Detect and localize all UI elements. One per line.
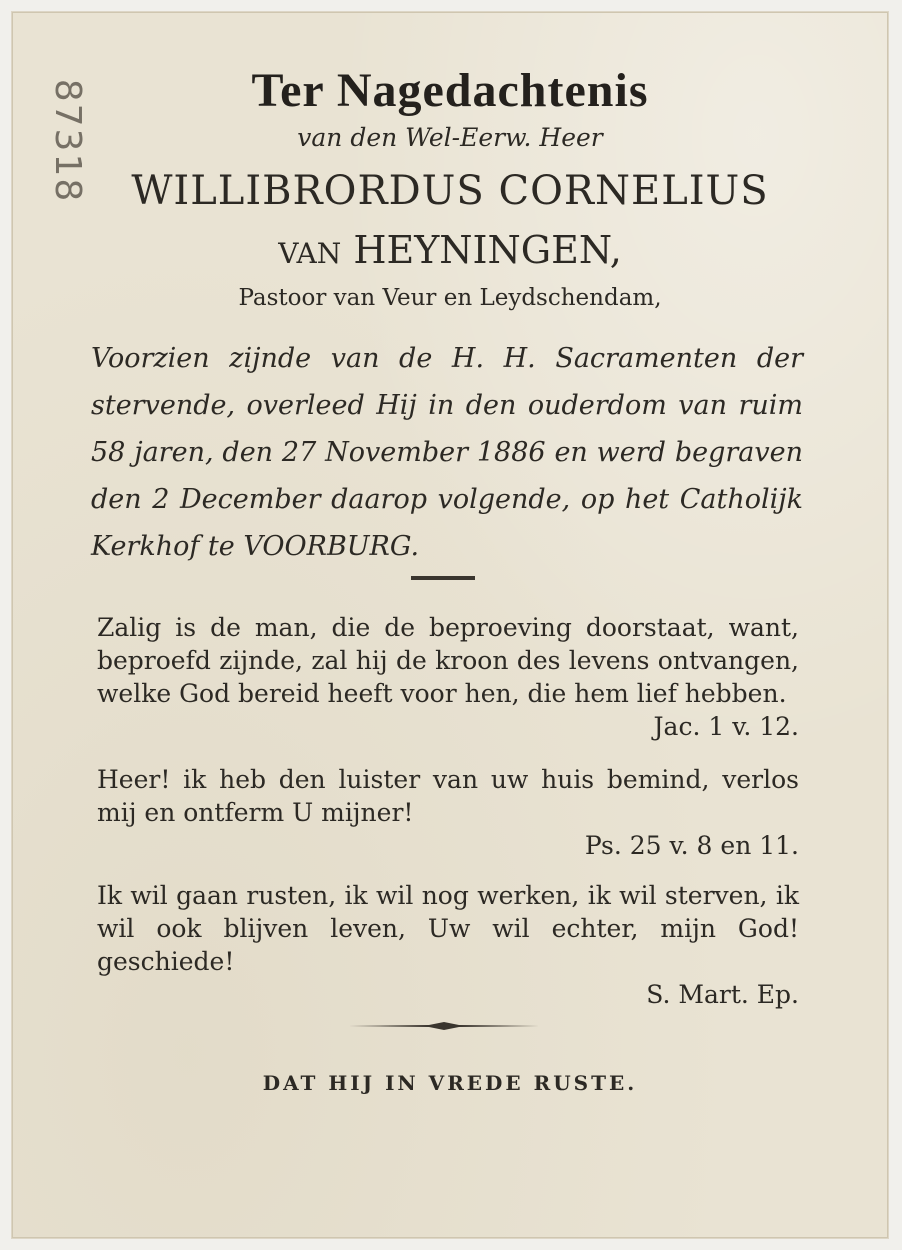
quote-text: Ik wil gaan rusten, ik wil nog werken, ik wil sterven, ik wil ook blijven leven, Uw wil echter, mijn God! geschiede! <box>97 881 799 976</box>
deceased-role: Pastoor van Veur en Leydschendam, <box>238 285 662 311</box>
quote-3 <box>97 879 799 1011</box>
deceased-name-line2 <box>13 228 887 272</box>
closing-line: DAT HIJ IN VREDE RUSTE. <box>262 1071 638 1095</box>
card-title: Ter Nagedachtenis <box>251 64 649 117</box>
quote-reference: S. Mart. Ep. <box>646 980 799 1009</box>
quote-text: Heer! ik heb den luister van uw huis bemind, verlos mij en ontferm U mijner! <box>97 765 799 827</box>
quote-reference: Jac. 1 v. 12. <box>653 712 799 741</box>
memorial-card <box>12 12 888 1238</box>
death-notice-paragraph: Voorzien zijnde van de H. H. Sacramenten der stervende, overleed Hij in den ouderdom van ruim 58 jaren, den 27 November 1886 en werd begraven den 2 December daarop volgende, op het Catholijk Kerkhof te VOORBURG. <box>91 343 803 562</box>
handwritten-annotation: 87318 <box>47 78 89 204</box>
card-subtitle: van den Wel-Eerw. Heer <box>297 123 603 152</box>
ornament-divider <box>349 1021 539 1031</box>
quote-text: Zalig is de man, die de beproeving doorstaat, want, beproefd zijnde, zal hij de kroon des levens ontvangen, welke God bereid heeft voor hen, die hem lief hebben. <box>97 613 799 708</box>
quote-reference: Ps. 25 v. 8 en 11. <box>584 831 799 860</box>
name-prefix: VAN <box>278 237 342 270</box>
surname: HEYNINGEN, <box>353 228 622 272</box>
divider-rule <box>411 576 475 580</box>
deceased-name-line1: WILLIBRORDUS CORNELIUS <box>131 168 769 214</box>
quote-2 <box>97 763 799 862</box>
quote-1 <box>97 611 799 743</box>
